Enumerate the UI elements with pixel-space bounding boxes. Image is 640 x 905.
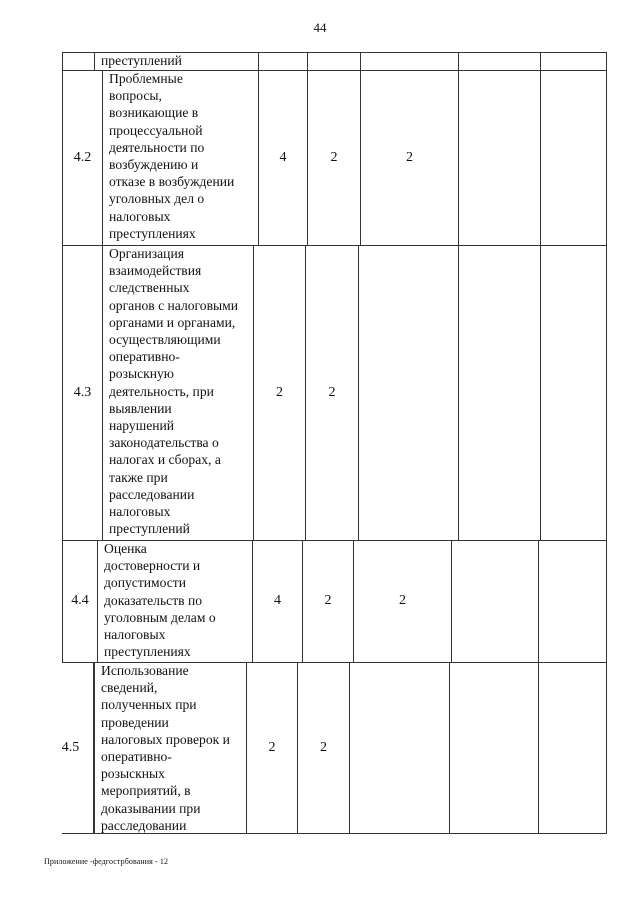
row-number: 4.5 bbox=[48, 662, 94, 834]
table-row bbox=[62, 52, 607, 70]
table-row bbox=[62, 540, 607, 662]
value-cell: 2 bbox=[307, 70, 360, 245]
value-cell: 2 bbox=[353, 540, 451, 662]
value-cell bbox=[540, 245, 607, 540]
value-cell bbox=[451, 540, 538, 662]
table-row bbox=[62, 245, 607, 540]
value-cell bbox=[360, 52, 458, 70]
topic-text: Использование сведений, полученных при проведении налоговых проверок и оперативно- розыскных мероприятий, в доказывании при расследовании bbox=[94, 662, 246, 834]
row-number: 4.2 bbox=[62, 70, 102, 245]
value-cell bbox=[458, 52, 540, 70]
row-number bbox=[62, 52, 94, 70]
value-cell: 2 bbox=[297, 662, 349, 834]
row-number: 4.3 bbox=[62, 245, 102, 540]
topic-text: Проблемные вопросы, возникающие в процессуальной деятельности по возбуждению и отказе в возбуждении уголовных дел о налоговых преступлениях bbox=[102, 70, 258, 245]
value-cell bbox=[538, 540, 607, 662]
table-row bbox=[62, 70, 607, 245]
value-cell: 2 bbox=[302, 540, 353, 662]
value-cell bbox=[458, 70, 540, 245]
value-cell: 4 bbox=[258, 70, 307, 245]
value-cell bbox=[358, 245, 458, 540]
value-cell bbox=[538, 662, 607, 834]
value-cell bbox=[540, 52, 607, 70]
value-cell bbox=[458, 245, 540, 540]
topic-text: Организация взаимодействия следственных органов с налоговыми органами и органами, осуществляющими оперативно- розыскную деятельность, при выявлении нарушений законодательства о налогах и сборах, а также при расследовании налоговых преступлений bbox=[102, 245, 253, 540]
page-number: 44 bbox=[313, 20, 327, 35]
topic-text: преступлений bbox=[94, 52, 258, 70]
value-cell bbox=[540, 70, 607, 245]
table-row bbox=[62, 662, 607, 834]
row-number: 4.4 bbox=[62, 540, 97, 662]
value-cell bbox=[307, 52, 360, 70]
value-cell bbox=[449, 662, 538, 834]
value-cell bbox=[258, 52, 307, 70]
footer-note: Приложение -федгострбования - 12 bbox=[44, 857, 169, 866]
value-cell: 4 bbox=[252, 540, 302, 662]
topic-text: Оценка достоверности и допустимости доказательств по уголовным делам о налоговых преступлениях bbox=[97, 540, 252, 662]
value-cell: 2 bbox=[253, 245, 305, 540]
value-cell: 2 bbox=[305, 245, 358, 540]
value-cell: 2 bbox=[360, 70, 458, 245]
value-cell: 2 bbox=[246, 662, 297, 834]
value-cell bbox=[349, 662, 449, 834]
